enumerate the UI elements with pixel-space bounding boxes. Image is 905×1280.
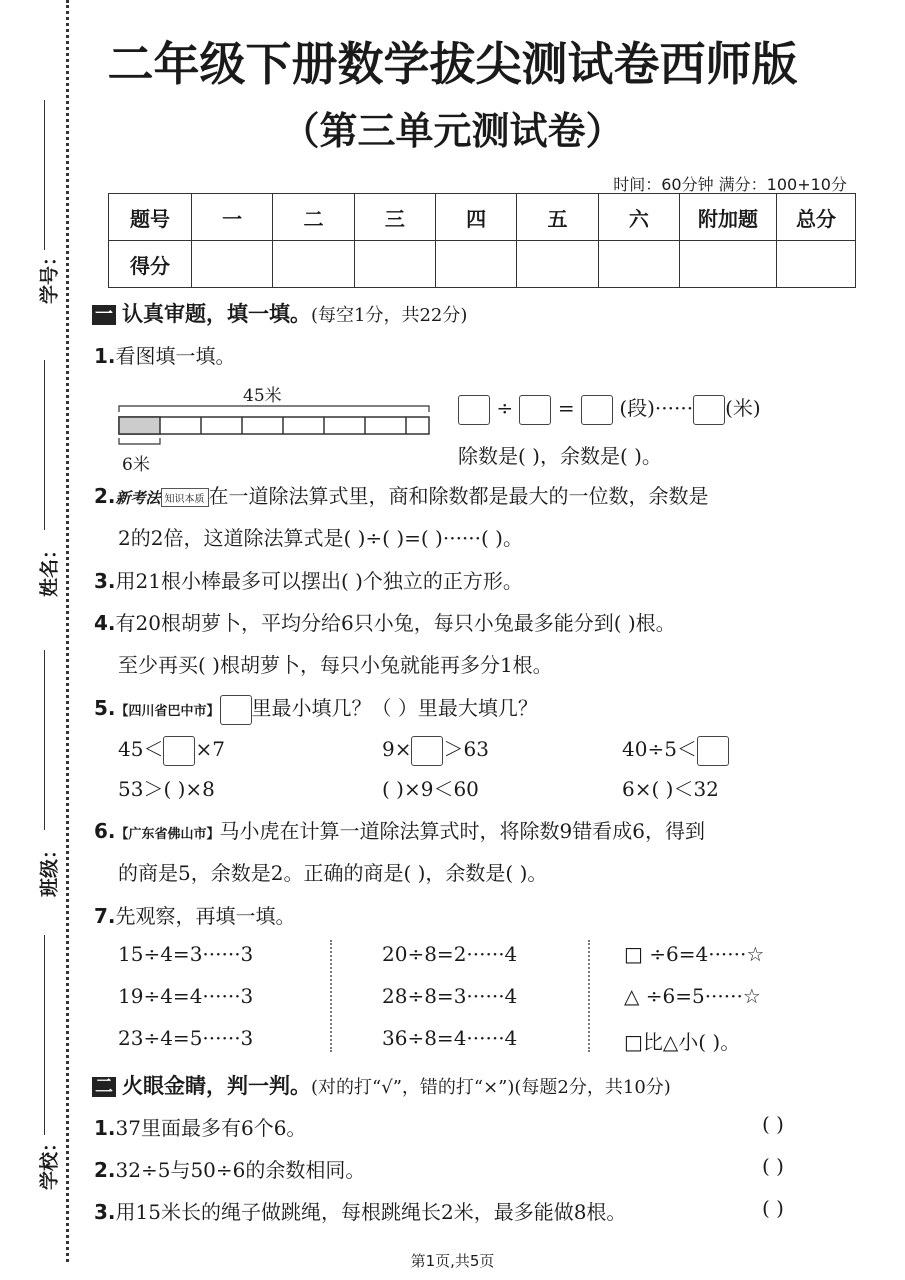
judge-2 [94,1154,365,1183]
section-2-note: (对的打“√”，错的打“×”)(每题2分，共10分) [311,1077,671,1098]
class-label: 班级： [38,840,61,898]
question-6 [94,815,705,844]
score-cell: 总分 [777,194,856,241]
equals-sign: = [557,396,575,420]
score-row-label: 得分 [109,241,192,288]
answer-box[interactable] [411,736,443,766]
bar-segment-length: 6米 [122,455,150,475]
question-number: 6. [94,819,116,843]
question-text: 37里面最多有6个6。 [115,1116,307,1140]
q6-line2: 的商是5，余数是2。正确的商是( )，余数是( )。 [118,861,548,885]
name-line [44,360,45,530]
q7-col1-r1: 15÷4=3······3 [118,942,254,966]
q5-item-b3: 6×( )＜32 [622,777,719,801]
page-subtitle: （第三单元测试卷） [281,109,624,153]
q5-item-a1 [118,733,225,766]
question-text: 看图填一填。 [115,344,236,368]
question-number: 3. [94,569,116,593]
question-1 [94,340,236,369]
score-table-header-row [109,194,856,241]
question-text: 有20根胡萝卜，平均分给6只小兔，每只小兔最多能分到( )根。 [115,611,676,635]
score-cell: 一 [192,194,273,241]
score-cell: 三 [354,194,435,241]
score-cell: 六 [598,194,679,241]
section-1-number: 一 [92,305,116,325]
page-footer: 第1页,共5页 [410,1252,495,1270]
score-table [108,193,856,288]
score-input-cell[interactable] [598,241,679,288]
class-line [44,650,45,830]
expr-right: ×7 [195,737,225,761]
score-input-cell[interactable] [354,241,435,288]
question-number: 2. [94,484,116,508]
score-input-cell[interactable] [435,241,516,288]
question-text: 32÷5与50÷6的余数相同。 [115,1158,366,1182]
question-number: 3. [94,1200,116,1224]
score-table-score-row [109,241,856,288]
section-1-heading [92,298,467,328]
judge-3-answer[interactable]: ( ) [762,1196,784,1220]
question-text: 在一道除法算式里，商和除数都是最大的一位数，余数是 [208,484,709,508]
expr-left: 9× [382,737,412,761]
score-cell: 附加题 [680,194,777,241]
section-2-title: 火眼金睛，判一判。 [122,1074,311,1098]
region-tag: 【广东省佛山市】 [115,827,220,842]
q7-col1-r3: 23÷4=5······3 [118,1026,254,1050]
expr-left: 40÷5＜ [622,737,697,761]
column-divider [588,940,590,1052]
question-number: 7. [94,904,116,928]
unit-segments: (段)······ [619,396,694,420]
score-input-cell[interactable] [777,241,856,288]
judge-2-answer[interactable]: ( ) [762,1154,784,1178]
q1-equation [458,392,761,425]
score-cell: 四 [435,194,516,241]
region-tag: 【四川省巴中市】 [115,704,220,719]
score-input-cell[interactable] [517,241,598,288]
question-text: 马小虎在计算一道除法算式时，将除数9错看成6，得到 [219,819,705,843]
question-number: 4. [94,611,116,635]
name-label: 姓名： [38,540,61,598]
divide-sign: ÷ [496,396,514,420]
question-text: 用21根小棒最多可以摆出( )个独立的正方形。 [115,569,523,593]
q5-item-b1: 53＞( )×8 [118,777,215,801]
school-label: 学校： [38,1133,61,1191]
judge-1 [94,1112,306,1141]
answer-box[interactable] [163,736,195,766]
q5-item-b2: ( )×9＜60 [382,777,479,801]
question-number: 1. [94,1116,116,1140]
question-text: 用15米长的绳子做跳绳，每根跳绳长2米，最多能做8根。 [115,1200,627,1224]
question-number: 1. [94,344,116,368]
answer-box[interactable] [458,395,490,425]
unit-meters: (米) [725,396,761,420]
q4-line2: 至少再买( )根胡萝卜，每只小兔就能再多分1根。 [118,653,553,677]
question-number: 2. [94,1158,116,1182]
binding-dotted-line [66,0,69,1262]
q7-col3-r3: □比△小( )。 [624,1030,741,1054]
bar-total-length: 45米 [243,386,282,406]
q7-col3-r2: △ ÷6=5······☆ [624,984,761,1008]
q7-col2-r1: 20÷8=2······4 [382,942,518,966]
q5-item-a3 [622,733,729,766]
knowledge-tag: 知识本质 [161,488,209,507]
q7-col1-r2: 19÷4=4······3 [118,984,254,1008]
q7-col2-r2: 28÷8=3······4 [382,984,518,1008]
question-4 [94,607,676,636]
judge-1-answer[interactable]: ( ) [762,1112,784,1136]
q2-line2: 2的2倍，这道除法算式是( )÷( )=( )······( )。 [118,526,523,550]
score-cell: 题号 [109,194,192,241]
answer-box[interactable] [693,395,725,425]
section-2-number: 二 [92,1077,116,1097]
score-input-cell[interactable] [273,241,354,288]
question-3 [94,565,523,594]
student-id-label: 学号： [38,247,61,305]
question-2 [94,480,709,509]
answer-box[interactable] [697,736,729,766]
question-5 [94,692,538,725]
exam-meta: 时间：60分钟 满分：100+10分 [613,175,847,194]
q7-col2-r3: 36÷8=4······4 [382,1026,518,1050]
question-number: 5. [94,696,116,720]
column-divider [330,940,332,1052]
new-method-badge: 新考法 [115,489,161,507]
answer-box[interactable] [581,395,613,425]
q5-item-a2 [382,733,489,766]
school-line [44,935,45,1135]
section-1-title: 认真审题，填一填。 [122,302,311,326]
score-cell: 二 [273,194,354,241]
question-7 [94,900,296,929]
question-text: 里最小填几？（ ）里最大填几？ [251,696,538,720]
q7-col3-r1: □ ÷6=4······☆ [624,942,765,966]
example-box [220,695,252,725]
answer-box[interactable] [519,395,551,425]
score-cell: 五 [517,194,598,241]
score-input-cell[interactable] [192,241,273,288]
question-text: 先观察，再填一填。 [115,904,296,928]
segment-bar-diagram [115,400,435,448]
q1-line2: 除数是( )，余数是( )。 [458,444,662,468]
score-input-cell[interactable] [680,241,777,288]
expr-right: ＞63 [443,737,489,761]
section-1-note: (每空1分，共22分) [311,305,468,326]
page-title: 二年级下册数学拔尖测试卷西师版 [107,37,798,91]
expr-left: 45＜ [118,737,164,761]
judge-3 [94,1196,626,1225]
section-2-heading [92,1070,671,1100]
